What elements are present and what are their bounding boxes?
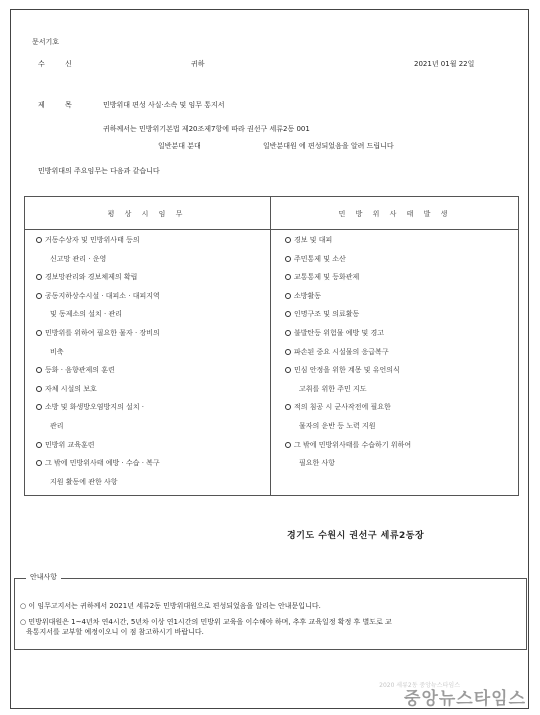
body-line-3: 일반분대원 에 편성되었음을 알려 드립니다 [263, 142, 394, 150]
duty-item: 파손된 중요 시설물의 응급복구 [285, 348, 389, 356]
body-line-2: 일반분대 분대 [158, 142, 201, 150]
bullet-circle-icon [36, 442, 42, 448]
duty-item-continued: 및 동제소의 설치 · 관리 [50, 310, 122, 319]
bullet-circle-icon [36, 460, 42, 466]
duty-item: 경보망관리와 경보체제의 확립 [36, 273, 137, 281]
duty-item: 주민통제 및 소산 [285, 255, 346, 263]
duty-item: 경보 및 대피 [285, 236, 332, 244]
recipient-label: 수 신 [38, 60, 81, 68]
duty-item: 소방활동 [285, 292, 321, 300]
duty-item: 불발탄등 위험물 예방 및 경고 [285, 329, 384, 337]
duty-item: 민방위 교육훈련 [36, 441, 95, 449]
left-column-header: 평 상 시 임 무 [107, 210, 187, 218]
subject-label: 제 목 [38, 101, 81, 109]
duty-item-continued: 신고망 관리 · 운영 [50, 254, 107, 263]
watermark-subtext: 2020 세류2동 중앙뉴스타임스 [379, 681, 460, 689]
duty-item-continued: 관리 [50, 422, 64, 430]
duty-item-continued: 지원 활동에 관한 사항 [50, 477, 118, 486]
duty-item-continued: 필요한 사항 [299, 459, 336, 468]
body-line-1: 귀하께서는 민방위기본법 제20조제7항에 따라 권선구 세류2동 001 [103, 125, 310, 133]
bullet-circle-icon [36, 330, 42, 336]
bullet-circle-icon [285, 237, 291, 243]
recipient-value: 귀하 [191, 60, 205, 68]
bullet-circle-icon [36, 386, 42, 392]
duty-item-continued: 고취를 위한 주민 지도 [299, 384, 367, 393]
bullet-circle-icon [285, 442, 291, 448]
doc-number-label: 문서기호 [32, 38, 60, 46]
bullet-circle-icon [36, 237, 42, 243]
issuer-name: 경기도 수원시 권선구 세류2동장 [287, 531, 425, 541]
duty-item: 적의 침공 시 군사작전에 필요한 [285, 403, 391, 411]
duty-item: 자체 시설의 보호 [36, 385, 97, 393]
notice-line-1: ○ 이 임무고지서는 귀하께서 2021년 세류2동 민방위대원으로 편성되었음을 알리는 안내문입니다. [20, 602, 321, 610]
watermark: 중앙뉴스타임스 [404, 688, 526, 709]
bullet-circle-icon [285, 311, 291, 317]
notice-line-2: ○ 민방위대원은 1~4년차 연4시간, 5년차 이상 연1시간의 민방위 교육을 이수해야 하며, 추후 교육일정 확정 후 별도로 교 [20, 618, 392, 626]
bullet-circle-icon [285, 293, 291, 299]
bullet-circle-icon [285, 330, 291, 336]
subject-text: 민방위대 편성 사실·소속 및 임무 통지서 [103, 101, 225, 109]
table-header-rule [24, 229, 519, 230]
duty-item: 민방위를 위하여 필요한 물자 · 장비의 [36, 329, 160, 337]
duty-item: 교통통제 및 등화관제 [285, 273, 359, 281]
duty-item: 공동지하상수시설 · 대피소 · 대피지역 [36, 292, 160, 300]
bullet-circle-icon [285, 349, 291, 355]
duty-item: 인명구조 및 의료활동 [285, 310, 359, 318]
bullet-circle-icon [285, 274, 291, 280]
duty-item: 등화 · 음향관제의 훈련 [36, 366, 115, 374]
duty-item: 그 밖에 민방위사태 예방 · 수습 · 복구 [36, 459, 160, 467]
notice-line-3: 육통지서를 교부할 예정이오니 이 점 참고하시기 바랍니다. [26, 628, 204, 636]
notice-title: 안내사항 [26, 573, 61, 581]
duty-item: 거동수상자 및 민방위사태 등의 [36, 236, 140, 244]
notice-box [14, 578, 527, 650]
duty-item-continued: 물자의 운반 등 노력 지원 [299, 422, 376, 430]
bullet-circle-icon [36, 404, 42, 410]
bullet-circle-icon [285, 404, 291, 410]
duty-item: 민심 안정을 위한 계몽 및 유언의식 [285, 366, 400, 374]
duty-item: 소방 및 화생방오염방지의 설치 · [36, 403, 144, 411]
bullet-circle-icon [285, 367, 291, 373]
bullet-circle-icon [36, 274, 42, 280]
bullet-circle-icon [285, 256, 291, 262]
body-intro: 민방위대의 주요임무는 다음과 같습니다 [38, 167, 160, 175]
bullet-circle-icon [36, 293, 42, 299]
table-divider [270, 196, 271, 496]
duty-item-continued: 비축 [50, 347, 64, 356]
right-column-header: 민 방 위 사 태 발 생 [338, 210, 452, 218]
duty-item: 그 밖에 민방위사태를 수습하기 위하여 [285, 441, 411, 449]
issue-date: 2021년 01월 22일 [414, 60, 475, 68]
bullet-circle-icon [36, 367, 42, 373]
